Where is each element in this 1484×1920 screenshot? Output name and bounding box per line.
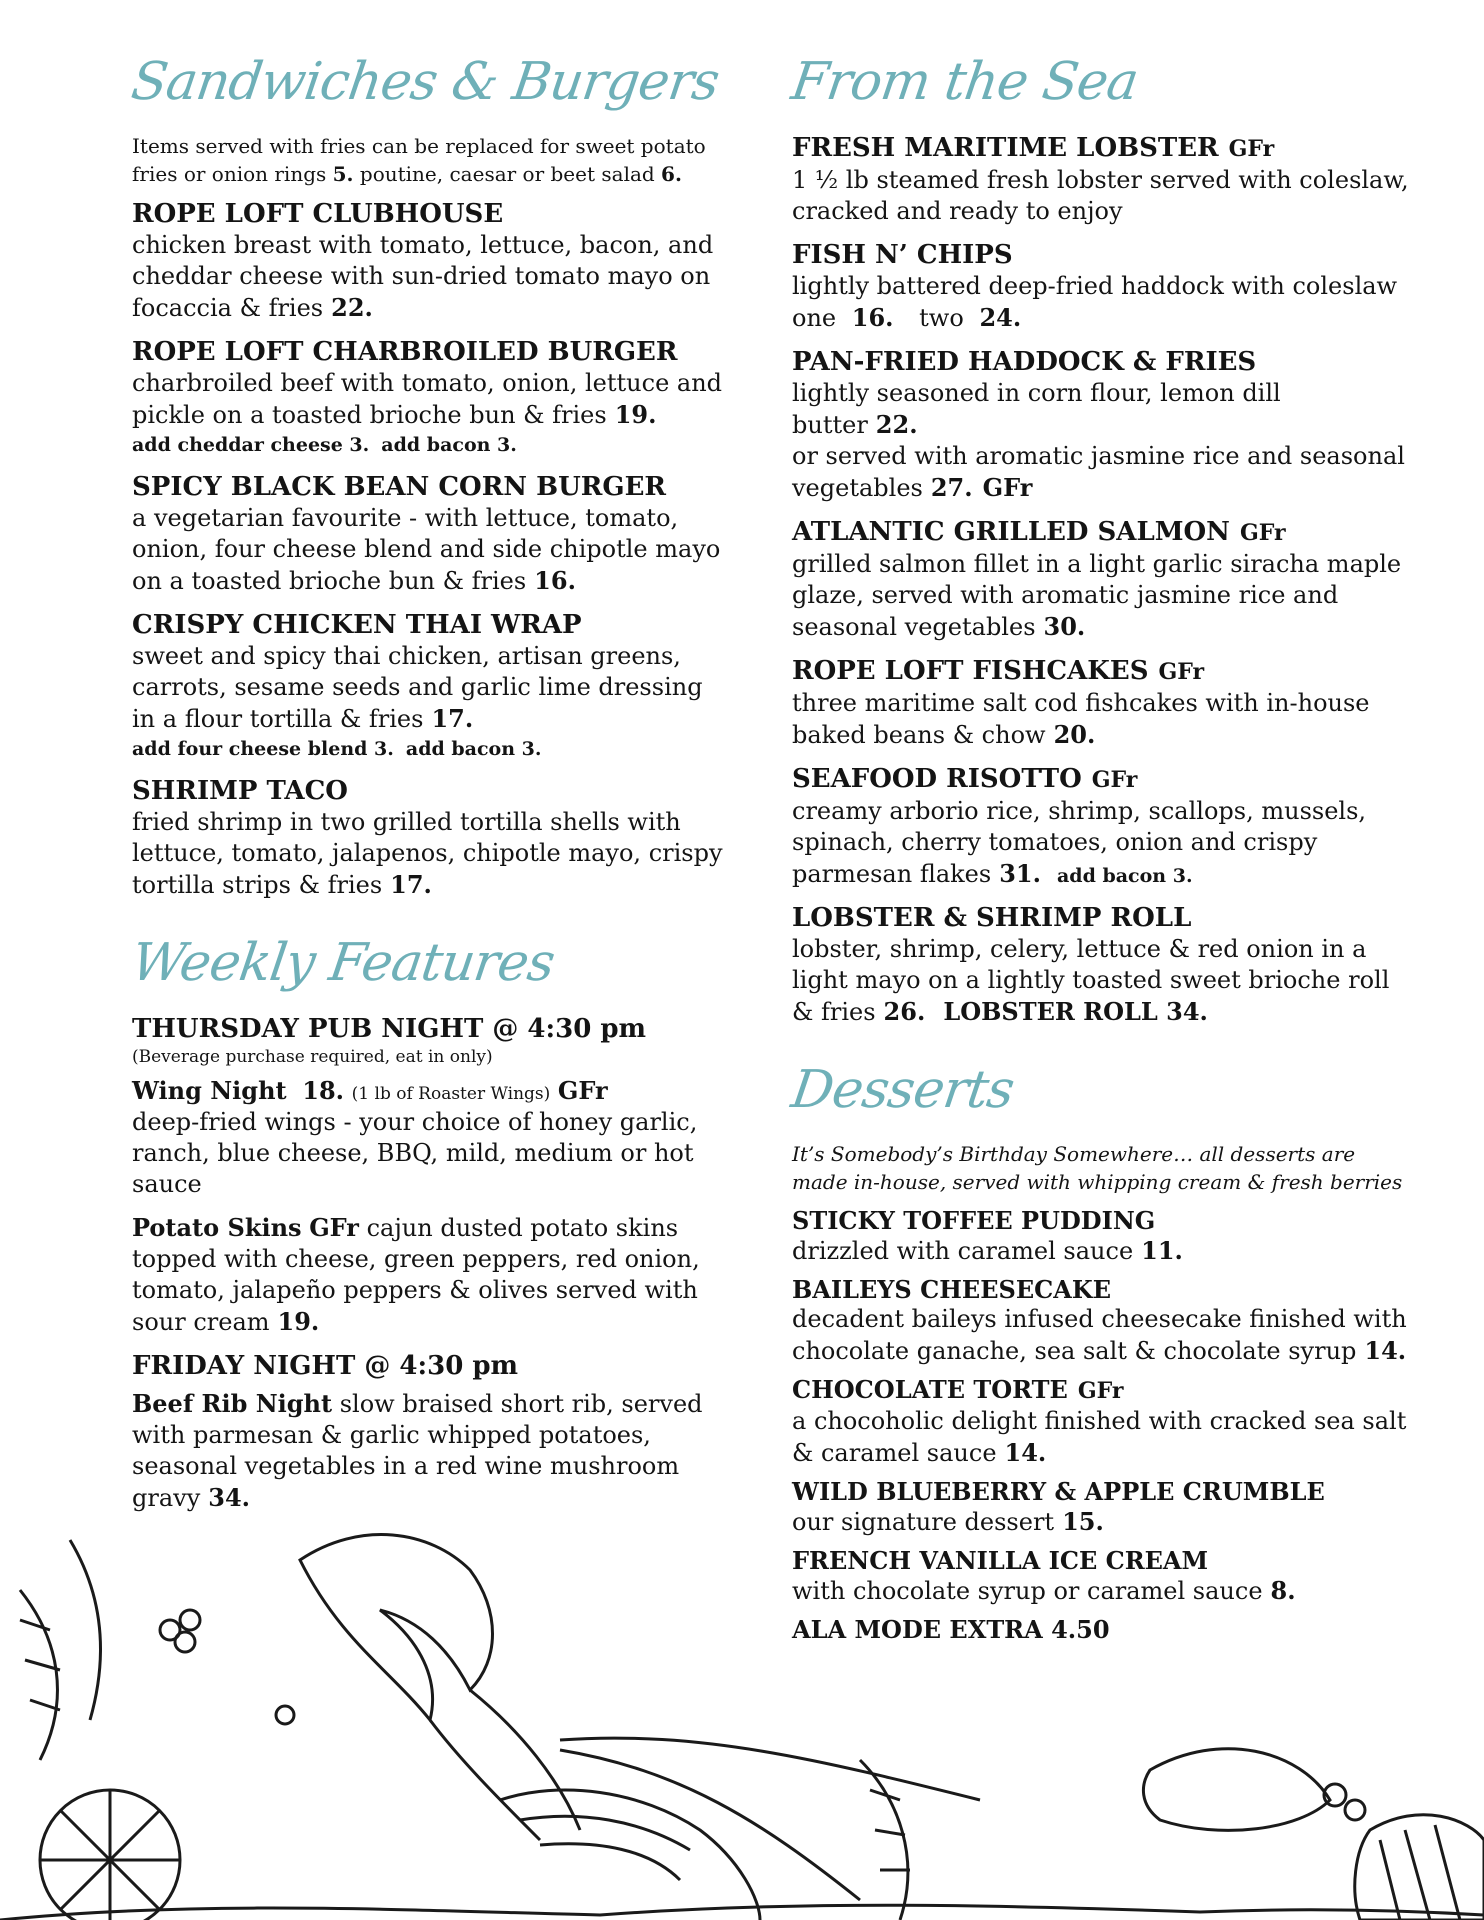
item-desc: charbroiled beef with tomato, onion, lettuce and pickle on a toasted brioche bun & fries bbox=[132, 369, 723, 429]
gf-badge: GFr bbox=[1228, 136, 1275, 162]
portion-two: two bbox=[919, 304, 964, 332]
item-price-alt: 27. bbox=[930, 473, 973, 502]
seafood-illustration bbox=[0, 1500, 1484, 1920]
menu-item-charbroiled-burger bbox=[132, 336, 732, 459]
addon: add bacon 3. bbox=[1056, 865, 1193, 887]
item-name: ROPE LOFT CLUBHOUSE bbox=[132, 199, 504, 229]
lobster-body-icon bbox=[500, 1790, 760, 1920]
item-desc: chicken breast with tomato, lettuce, bacon, and cheddar cheese with sun-dried tomato mayo on focaccia & fries bbox=[132, 231, 714, 322]
item-addons bbox=[132, 735, 732, 763]
item-desc: three maritime salt cod fishcakes with in-house baked beans & chow bbox=[792, 689, 1370, 749]
item-price: 8. bbox=[1270, 1576, 1296, 1605]
item-price: 20. bbox=[1053, 720, 1096, 749]
item-name: ROPE LOFT FISHCAKES bbox=[792, 656, 1149, 686]
rib-name: Beef Rib Night bbox=[132, 1389, 333, 1418]
dessert-baileys bbox=[792, 1275, 1412, 1367]
addon: add bacon 3. bbox=[405, 738, 542, 760]
sandwiches-heading: Sandwiches & Burgers bbox=[127, 52, 723, 112]
menu-item-shrimp-taco bbox=[132, 775, 732, 901]
item-name: SHRIMP TACO bbox=[132, 776, 348, 806]
item-price: 30. bbox=[1043, 612, 1086, 641]
sides-note bbox=[132, 132, 732, 188]
item-desc: with chocolate syrup or caramel sauce bbox=[792, 1577, 1263, 1605]
item-name: LOBSTER & SHRIMP ROLL bbox=[792, 903, 1192, 933]
item-price: 31. bbox=[999, 859, 1041, 888]
item-price: 22. bbox=[331, 293, 373, 322]
menu-item-fish-chips bbox=[792, 239, 1412, 334]
menu-item-thai-wrap bbox=[132, 609, 732, 763]
item-price: 11. bbox=[1141, 1236, 1183, 1265]
leaf-icon bbox=[20, 1590, 60, 1760]
skins-price: 19. bbox=[277, 1307, 320, 1336]
item-name: FRESH MARITIME LOBSTER bbox=[792, 133, 1219, 163]
skins-desc: cajun dusted potato skins topped with cheese, green peppers, red onion, tomato, jalapeño peppers & olives served with sour cream bbox=[132, 1214, 700, 1336]
item-name: SEAFOOD RISOTTO bbox=[792, 764, 1082, 794]
alamode-extra: ALA MODE EXTRA 4.50 bbox=[792, 1615, 1110, 1644]
item-desc-alt: or served with aromatic jasmine rice and seasonal vegetables bbox=[792, 442, 1405, 502]
item-desc: decadent baileys infused cheesecake finished with chocolate ganache, sea salt & chocolate syrup bbox=[792, 1305, 1407, 1365]
portion-one: one bbox=[792, 304, 837, 332]
item-name: ATLANTIC GRILLED SALMON bbox=[792, 517, 1230, 547]
addon: add four cheese blend 3. bbox=[132, 738, 394, 760]
weekly-heading: Weekly Features bbox=[127, 933, 558, 993]
item-desc: fried shrimp in two grilled tortilla shells with lettuce, tomato, jalapenos, chipotle mayo, crispy tortilla strips & fries bbox=[132, 808, 723, 899]
desserts-heading: Desserts bbox=[787, 1060, 1018, 1120]
item-desc: lobster, shrimp, celery, lettuce & red onion in a light mayo on a lightly toasted sweet brioche roll & fries bbox=[792, 935, 1390, 1026]
sides-note-price1: 5. bbox=[332, 162, 354, 186]
item-desc: our signature dessert bbox=[792, 1508, 1055, 1536]
menu-item-lobster bbox=[792, 132, 1412, 227]
friday-title: FRIDAY NIGHT @ 4:30 pm bbox=[132, 1351, 519, 1381]
item-desc: lightly battered deep-fried haddock with coleslaw bbox=[792, 272, 1398, 300]
price-two: 24. bbox=[979, 303, 1022, 332]
skins-name: Potato Skins bbox=[132, 1213, 302, 1242]
item-price: 16. bbox=[534, 566, 576, 595]
item-desc: a vegetarian favourite - with lettuce, tomato, onion, four cheese blend and side chipotle mayo on a toasted brioche bun & fries bbox=[132, 504, 721, 595]
sides-note-text: fries or onion rings bbox=[132, 162, 327, 186]
mussel-shell-icon bbox=[1143, 1749, 1330, 1831]
thursday-title: THURSDAY PUB NIGHT @ 4:30 pm bbox=[132, 1014, 647, 1044]
addon: add cheddar cheese 3. bbox=[132, 434, 370, 456]
item-desc: a chocoholic delight finished with cracked sea salt & caramel sauce bbox=[792, 1407, 1407, 1467]
menu-item-haddock bbox=[792, 346, 1412, 504]
beef-rib-night bbox=[132, 1388, 732, 1514]
item-price: 17. bbox=[431, 704, 474, 733]
thursday-note: (Beverage purchase required, eat in only) bbox=[132, 1047, 493, 1067]
sides-note-price2: 6. bbox=[661, 162, 682, 186]
rib-desc: slow braised short rib, served with parmesan & garlic whipped potatoes, seasonal vegetables in a red wine mushroom gravy bbox=[132, 1390, 703, 1512]
desserts-note: It’s Somebody’s Birthday Somewhere… all desserts are made in-house, served with whipping cream & fresh berries bbox=[792, 1142, 1403, 1194]
lobster-claw-icon bbox=[300, 1535, 493, 1720]
item-desc: creamy arborio rice, shrimp, scallops, mussels, spinach, cherry tomatoes, onion and crispy parmesan flakes bbox=[792, 797, 1367, 888]
item-desc: grilled salmon fillet in a light garlic siracha maple glaze, served with aromatic jasmine rice and seasonal vegetables bbox=[792, 550, 1402, 641]
item-name: FISH N’ CHIPS bbox=[792, 240, 1013, 270]
item-name: ROPE LOFT CHARBROILED BURGER bbox=[132, 337, 678, 367]
menu-item-salmon bbox=[792, 516, 1412, 643]
right-column bbox=[787, 50, 1412, 1644]
item-name: SPICY BLACK BEAN CORN BURGER bbox=[132, 472, 667, 502]
dessert-sticky-toffee bbox=[792, 1206, 1412, 1267]
wing-desc: deep-fried wings - your choice of honey garlic, ranch, blue cheese, BBQ, mild, medium or hot sauce bbox=[132, 1108, 698, 1198]
item-name: WILD BLUEBERRY & APPLE CRUMBLE bbox=[792, 1477, 1325, 1506]
addon: add bacon 3. bbox=[381, 434, 517, 456]
price-one: 16. bbox=[851, 303, 894, 332]
item-desc: sweet and spicy thai chicken, artisan greens, carrots, sesame seeds and garlic lime dressing in a flour tortilla & fries bbox=[132, 642, 703, 733]
sides-note-line1: Items served with fries can be replaced for sweet potato bbox=[132, 134, 706, 158]
item-price: 22. bbox=[875, 410, 918, 439]
left-column bbox=[127, 50, 732, 1526]
menu-item-risotto bbox=[792, 763, 1412, 890]
item-name: FRENCH VANILLA ICE CREAM bbox=[792, 1546, 1209, 1575]
gf-badge: GFr bbox=[982, 473, 1033, 502]
sides-note-text2: poutine, caesar or beet salad bbox=[359, 162, 655, 186]
wing-night bbox=[132, 1075, 732, 1200]
item-name: CHOCOLATE TORTE bbox=[792, 1375, 1068, 1404]
potato-skins bbox=[132, 1212, 732, 1338]
item-name: BAILEYS CHEESECAKE bbox=[792, 1275, 1111, 1304]
item-name: CRISPY CHICKEN THAI WRAP bbox=[132, 610, 582, 640]
item-price: 19. bbox=[614, 400, 657, 429]
wing-name: Wing Night bbox=[132, 1076, 287, 1105]
menu-item-clubhouse bbox=[132, 198, 732, 324]
item-desc: lightly seasoned in corn flour, lemon dill butter bbox=[792, 379, 1281, 439]
dessert-chocolate-torte bbox=[792, 1375, 1412, 1469]
item-price: 14. bbox=[1004, 1438, 1047, 1467]
gf-badge: GFr bbox=[557, 1076, 608, 1105]
item-addons bbox=[132, 431, 732, 459]
item-price: 15. bbox=[1062, 1507, 1104, 1536]
lobster-roll-option: LOBSTER ROLL 34. bbox=[943, 997, 1208, 1026]
item-price: 14. bbox=[1364, 1336, 1407, 1365]
gf-badge: GFr bbox=[309, 1213, 359, 1242]
gf-badge: GFr bbox=[1077, 1378, 1124, 1404]
menu-item-lobster-roll bbox=[792, 902, 1412, 1028]
item-name: STICKY TOFFEE PUDDING bbox=[792, 1206, 1156, 1235]
wing-price: 18. bbox=[302, 1076, 345, 1105]
item-name: PAN-FRIED HADDOCK & FRIES bbox=[792, 347, 1257, 377]
sea-heading: From the Sea bbox=[787, 52, 1142, 112]
rib-price: 34. bbox=[208, 1483, 251, 1512]
item-desc: 1 ½ lb steamed fresh lobster served with coleslaw, cracked and ready to enjoy bbox=[792, 166, 1409, 225]
menu-item-fishcakes bbox=[792, 655, 1412, 751]
item-price: 26. bbox=[883, 997, 926, 1026]
gf-badge: GFr bbox=[1239, 520, 1286, 546]
item-desc: drizzled with caramel sauce bbox=[792, 1237, 1134, 1265]
menu-item-black-bean-burger bbox=[132, 471, 732, 597]
gf-badge: GFr bbox=[1158, 659, 1205, 685]
wing-note: (1 lb of Roaster Wings) bbox=[351, 1084, 551, 1104]
item-price: 17. bbox=[390, 870, 432, 899]
gf-badge: GFr bbox=[1091, 767, 1138, 793]
